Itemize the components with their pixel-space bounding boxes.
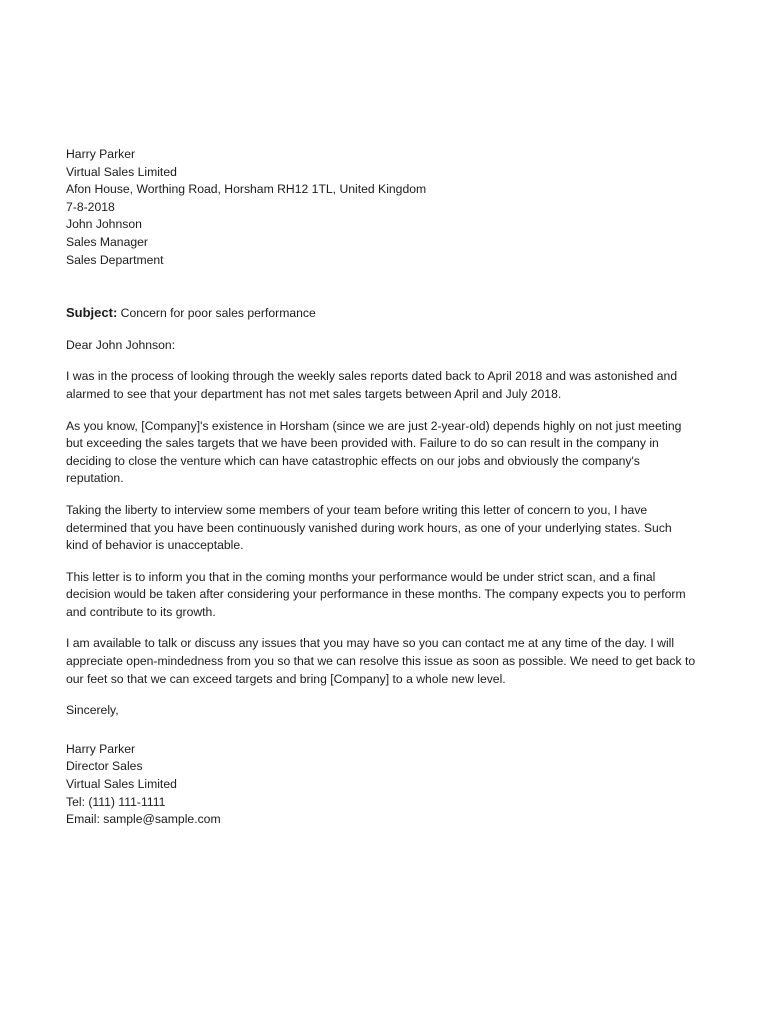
subject-text: Concern for poor sales performance bbox=[117, 306, 316, 321]
recipient-name: John Johnson bbox=[66, 217, 142, 232]
letter-date: 7-8-2018 bbox=[66, 199, 115, 214]
sender-block bbox=[66, 146, 706, 216]
sender-name: Harry Parker bbox=[66, 147, 136, 161]
sender-company: Virtual Sales Limited bbox=[66, 164, 177, 179]
body-paragraph-4: This letter is to inform you that in the coming months your performance would be under strict scan, and a final decision would be taken after considering your performance in these months. The company expects you to perform and contribute to its growth. bbox=[66, 569, 686, 619]
body-paragraph-5: I am available to talk or discuss any issues that you may have so you can contact me at any time of the day. I will appreciate open-mindedness from you so that we can resolve this issue as soon as possible. We need to get back to our feet so that we can exceed targets and bring [Company] to a whole new level. bbox=[66, 636, 696, 686]
signature-title: Director Sales bbox=[66, 759, 143, 774]
signature-company: Virtual Sales Limited bbox=[66, 777, 177, 792]
body-paragraph-2: As you know, [Company]'s existence in Horsham (since we are just 2-year-old) depends highly on not just meeting but exceeding the sales targets that we have been provided with. Failure to do so can result in the company in deciding to close the venture which can have catastrophic effects on our jobs and obviously the company's reputation. bbox=[66, 418, 682, 486]
closing: Sincerely, bbox=[66, 703, 119, 718]
signature-block bbox=[66, 741, 706, 829]
recipient-block bbox=[66, 216, 706, 269]
subject-line bbox=[66, 304, 706, 323]
body-paragraph-1: I was in the process of looking through the weekly sales reports dated back to April 2018 and was astonished and alarmed to see that your department has not met sales targets between April and July 2018. bbox=[66, 369, 678, 401]
signature-tel: Tel: (111) 111-1111 bbox=[66, 794, 166, 809]
recipient-title: Sales Manager bbox=[66, 234, 148, 249]
salutation: Dear John Johnson: bbox=[66, 337, 176, 352]
body-paragraph-3: Taking the liberty to interview some members of your team before writing this letter of concern to you, I have determined that you have been continuously vanished during work hours, as one of your underlying states. Such kind of behavior is unacceptable. bbox=[66, 502, 672, 553]
signature-email: Email: sample@sample.com bbox=[66, 812, 221, 827]
sender-address: Afon House, Worthing Road, Horsham RH12 1TL, United Kingdom bbox=[66, 182, 427, 197]
recipient-department: Sales Department bbox=[66, 252, 164, 267]
subject-label: Subject: bbox=[66, 305, 118, 321]
signature-name: Harry Parker bbox=[66, 741, 136, 756]
letter-page bbox=[66, 146, 706, 829]
